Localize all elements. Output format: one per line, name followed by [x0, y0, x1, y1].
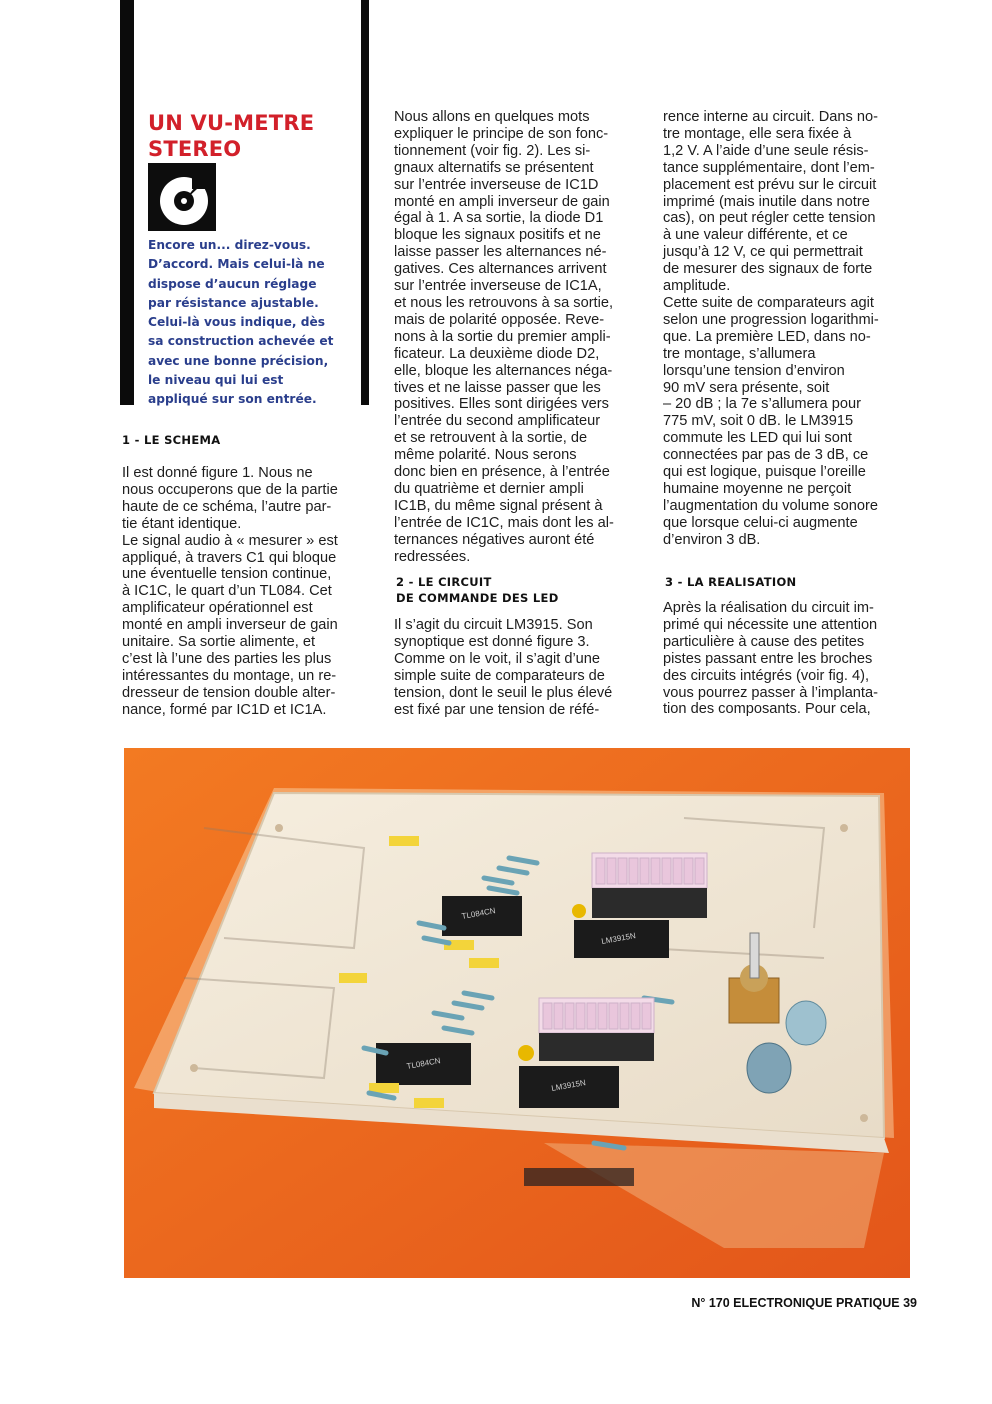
text-line: gnaux alternatifs se présentent — [394, 159, 594, 176]
svg-text:TL084CN: TL084CN — [460, 906, 497, 921]
text-line: particulière à cause des petites — [663, 633, 865, 650]
text-line: redressées. — [394, 548, 471, 565]
text-line: – 20 dB ; la 7e s’allumera pour — [663, 396, 861, 413]
section-heading-text: 3 - LA REALISATION — [665, 575, 797, 589]
text-line: pistes passant entre les broches — [663, 650, 873, 667]
circuit-board-photo — [124, 748, 910, 1278]
text-line: monté en ampli inverseur de gain — [122, 617, 338, 634]
text-line: d’environ 3 dB. — [663, 531, 761, 548]
text-line: nons à la sortie du premier ampli- — [394, 328, 611, 345]
text-line: jusqu’à 12 V, ce qui permettrait — [663, 244, 863, 261]
text-line: cas), on peut régler cette tension — [663, 210, 876, 227]
column-2-body — [394, 109, 639, 565]
circuit-board-illustration — [124, 748, 910, 1278]
text-line: Le signal audio à « mesurer » est — [122, 532, 338, 549]
text-line: amplitude. — [663, 278, 731, 295]
intro-line: appliqué sur son entrée. — [148, 392, 317, 407]
text-line: sur l’entrée inverseuse de IC1D — [394, 176, 599, 193]
text-line: Cette suite de comparateurs agit — [663, 294, 874, 311]
text-line: dresseur de tension double alter- — [122, 684, 336, 701]
text-line: connectées par pas de 3 dB, ce — [663, 447, 869, 464]
svg-text:LM3915N: LM3915N — [600, 931, 637, 946]
text-line: donc bien en présence, à l’entrée — [394, 464, 610, 481]
text-line: simple suite de comparateurs de — [394, 667, 605, 684]
text-line: l’entrée de IC1C, mais dont les al- — [394, 514, 614, 531]
section-3-heading — [665, 574, 796, 590]
section-heading-text: DE COMMANDE DES LED — [396, 591, 559, 605]
text-line: tives et ne laisse passer que les — [394, 379, 601, 396]
text-line: primé qui nécessite une attention — [663, 616, 878, 633]
text-line: nance, formé par IC1D et IC1A. — [122, 701, 327, 718]
section-heading-text: 2 - LE CIRCUIT — [396, 575, 492, 589]
text-line: vous pourrez passer à l’implanta- — [663, 684, 878, 701]
text-line: Comme on le voit, il s’agit d’une — [394, 650, 601, 667]
text-line: monté en ampli inverseur de gain — [394, 193, 610, 210]
text-line: 90 mV sera présente, soit — [663, 379, 830, 396]
text-line: lorsqu’une tension d’environ — [663, 362, 845, 379]
text-line: de mesurer des signaux de forte — [663, 261, 873, 278]
text-line: tionnement (voir fig. 2). Les si- — [394, 142, 591, 159]
decorative-bar-right — [361, 0, 369, 405]
text-line: selon une progression logarithmi- — [663, 311, 879, 328]
text-line: tion des composants. Pour cela, — [663, 701, 871, 718]
text-line: Nous allons en quelques mots — [394, 109, 590, 125]
text-line: expliquer le principe de son fonc- — [394, 125, 609, 142]
text-line: haute de ce schéma, l’autre par- — [122, 498, 332, 515]
text-line: amplificateur opérationnel est — [122, 600, 313, 617]
text-line: est fixé par une tension de réfé- — [394, 701, 600, 718]
text-line: même polarité. Nous serons — [394, 447, 577, 464]
section-3-body — [663, 600, 908, 718]
text-line: égal à 1. A sa sortie, la diode D1 — [394, 210, 604, 227]
intro-line: avec une bonne précision, — [148, 353, 329, 368]
text-line: du quatrième et dernier ampli — [394, 480, 584, 497]
intro-line: le niveau qui lui est — [148, 373, 284, 388]
page-footer: N° 170 ELECTRONIQUE PRATIQUE 39 — [691, 1296, 917, 1310]
text-line: humaine moyenne ne perçoit — [663, 480, 852, 497]
text-line: ternances négatives auront été — [394, 531, 595, 548]
text-line: une éventuelle tension continue, — [122, 566, 332, 583]
text-line: qui est logique, puisque l’oreille — [663, 464, 866, 481]
text-line: à une valeur différente, et ce — [663, 227, 848, 244]
column-3-body — [663, 109, 908, 549]
intro-line: Encore un... direz-vous. — [148, 238, 311, 252]
text-line: que lorsque celui-ci augmente — [663, 514, 858, 531]
intro-line: D’accord. Mais celui-là ne — [148, 257, 325, 272]
text-line: positives. Elles sont dirigées vers — [394, 396, 609, 413]
decorative-bar-left — [120, 0, 134, 405]
text-line: tension, dont le seuil le plus élevé — [394, 684, 613, 701]
text-line: c’est là l’une des parties les plus — [122, 650, 332, 667]
text-line: des circuits intégrés (voir fig. 4), — [663, 667, 870, 684]
section-1-heading — [122, 432, 220, 448]
section-1-body — [122, 465, 368, 719]
text-line: intéressantes du montage, un re- — [122, 667, 337, 684]
text-line: rence interne au circuit. Dans no- — [663, 109, 878, 125]
text-line: Après la réalisation du circuit im- — [663, 600, 874, 616]
text-line: Il est donné figure 1. Nous ne — [122, 465, 313, 481]
text-line: synoptique est donné figure 3. — [394, 633, 590, 650]
svg-text:TL084CN: TL084CN — [405, 1056, 442, 1071]
svg-text:LM3915N: LM3915N — [550, 1078, 587, 1093]
section-2-heading — [396, 574, 559, 606]
text-line: laisse passer les alternances né- — [394, 244, 607, 261]
intro-line: dispose d’aucun réglage — [148, 276, 317, 291]
text-line: appliqué, à travers C1 qui bloque — [122, 549, 337, 566]
text-line: tance supplémentaire, dont l’em- — [663, 159, 875, 176]
intro-line: Celui-là vous indique, dès — [148, 315, 325, 330]
text-line: sur l’entrée inverseuse de IC1A, — [394, 278, 602, 295]
vu-meter-logo-icon — [148, 163, 216, 231]
text-line: l’augmentation du volume sonore — [663, 497, 878, 514]
text-line: bloque les signaux positifs et ne — [394, 227, 601, 244]
text-line: gatives. Ces alternances arrivent — [394, 261, 607, 278]
text-line: 775 mV, soit 0 dB. le LM3915 — [663, 413, 854, 430]
text-line: elle, bloque les alternances néga- — [394, 362, 613, 379]
text-line: et se retrouvent à la sortie, de — [394, 430, 588, 447]
text-line: à IC1C, le quart d’un TL084. Cet — [122, 583, 332, 600]
text-line: imprimé (mais inutile dans notre — [663, 193, 870, 210]
text-line: IC1B, du même signal présent à — [394, 497, 603, 514]
text-line: commute les LED qui lui sont — [663, 430, 852, 447]
intro-line: sa construction achevée et — [148, 334, 334, 349]
text-line: et nous les retrouvons à sa sortie, — [394, 294, 614, 311]
intro-line: par résistance ajustable. — [148, 295, 319, 310]
text-line: nous occuperons que de la partie — [122, 481, 338, 498]
text-line: tre montage, elle sera fixée à — [663, 125, 852, 142]
text-line: 1,2 V. A l’aide d’une seule résis- — [663, 142, 869, 159]
text-line: placement est prévu sur le circuit — [663, 176, 877, 193]
article-title — [148, 110, 353, 162]
text-line: unitaire. Sa sortie alimente, et — [122, 634, 316, 651]
text-line: tre montage, s’allumera — [663, 345, 816, 362]
text-line: que. La première LED, dans no- — [663, 328, 871, 345]
text-line: ficateur. La deuxième diode D2, — [394, 345, 600, 362]
title-line: UN VU-METRE — [148, 111, 315, 135]
chip-reflection — [524, 1168, 634, 1186]
text-line: mais de polarité opposée. Reve- — [394, 311, 605, 328]
title-line: STEREO — [148, 137, 242, 161]
text-line: Il s’agit du circuit LM3915. Son — [394, 617, 593, 633]
intro-text — [148, 236, 353, 410]
section-heading-text: 1 - LE SCHEMA — [122, 433, 221, 447]
section-2-body — [394, 617, 639, 718]
text-line: l’entrée du second amplificateur — [394, 413, 601, 430]
text-line: tie étant identique. — [122, 515, 242, 532]
